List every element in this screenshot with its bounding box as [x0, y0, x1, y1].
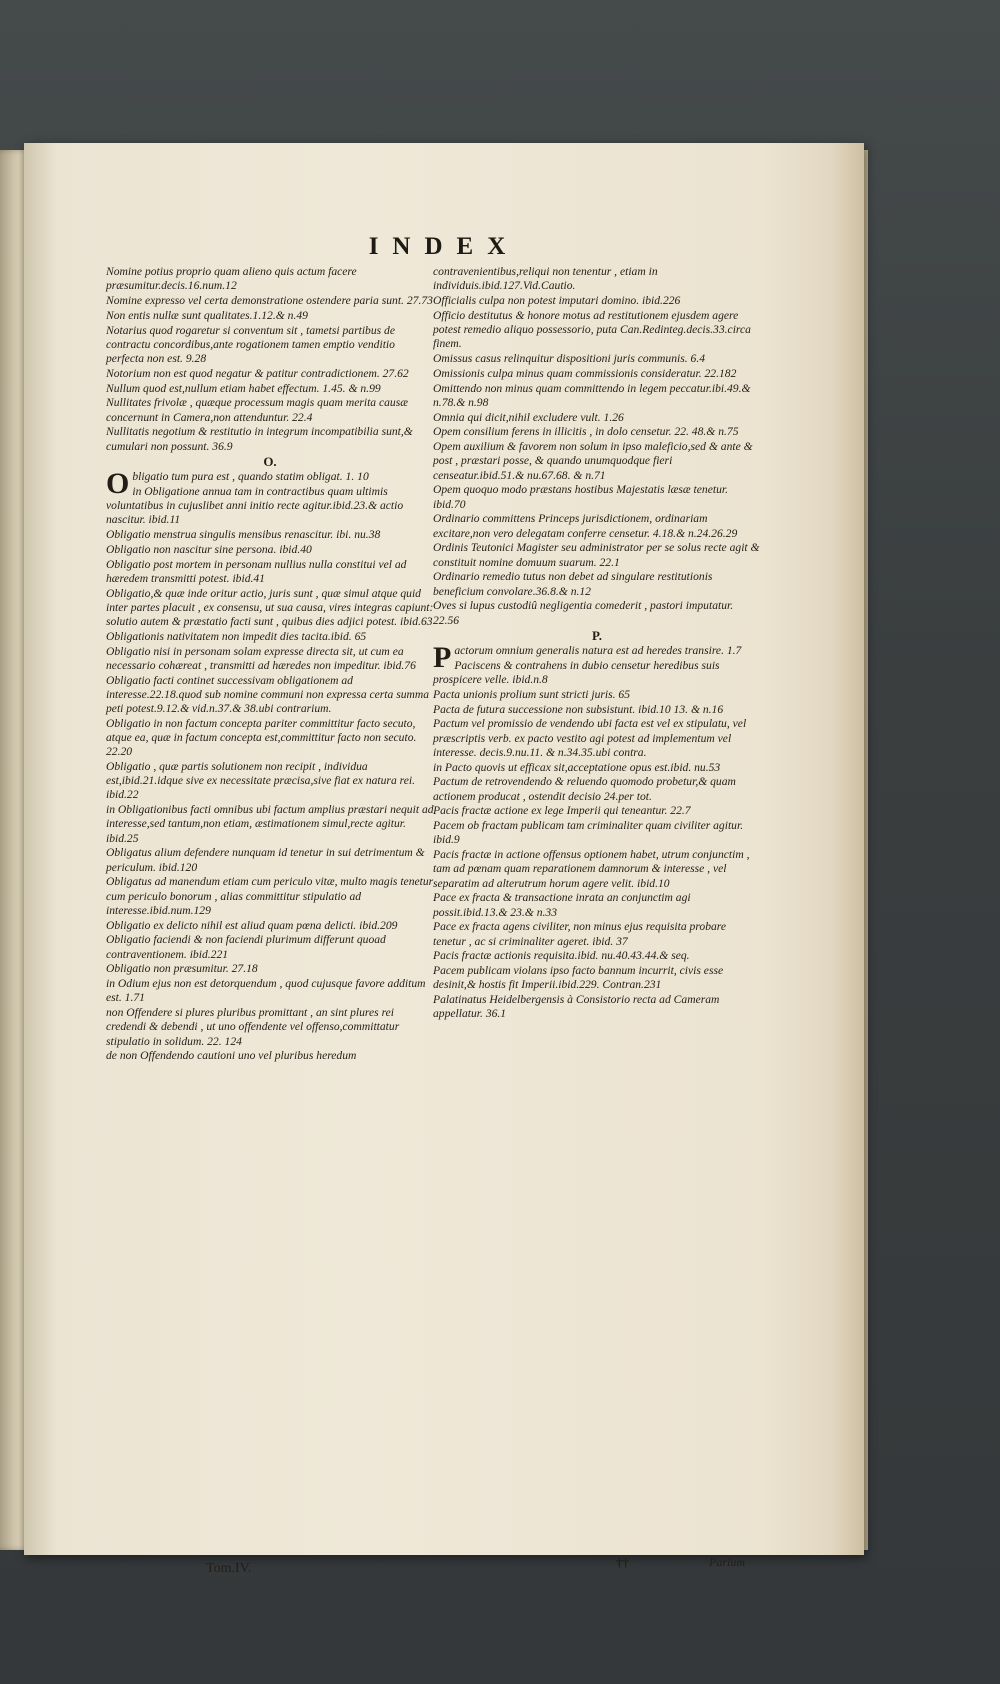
index-entry: Pactum vel promissio de vendendo ubi facta est vel ex stipulatu, vel præscriptis verb. ex pacto vestito agi potest ad implementum vel interesse. decis.9.nu.11. & n.34.35.ubi contra. [433, 717, 747, 759]
index-entry: Notarius quod rogaretur si conventum sit , tametsi partibus de contractu concordibus,ante rogationem tamen emptio venditio perfecta non est. 9.28 [106, 323, 395, 365]
index-entry: in Obligatione annua tam in contractibus quam ultimis voluntatibus in cujuslibet anni initio recte agitur.ibid.23.& actio nascitur. ibid.11 [106, 484, 404, 527]
book-page [24, 143, 864, 1576]
index-entry: Omissionis culpa minus quam commissionis consideratur. 22.182 [433, 366, 737, 380]
tome-number: Tom.IV. [206, 1561, 252, 1576]
index-column-right [433, 265, 761, 1022]
index-entry: Pacis fractæ in actione offensus optionem habet, utrum conjunctim , tam ad pœnam quam reparationem damnorum & interesse , vel separatim ad alterutrum horum agere velit. ibid.10 [433, 848, 750, 890]
index-entry-text: actorum omnium generalis natura est ad heredes transire. 1.7 [454, 644, 742, 657]
index-entry: Obligatio , quæ partis solutionem non recipit , individua est,ibid.21.idque sive ex necessitate præcisa,sive fiat ex natura rei. ibid.22 [106, 760, 415, 802]
index-entry: in Pacto quovis ut efficax sit,acceptatione opus est.ibid. nu.53 [433, 760, 721, 774]
index-entry: Obligatus alium defendere nunquam id tenetur in sui detrimentum & periculum. ibid.120 [106, 846, 425, 874]
index-entry: Obligatio faciendi & non faciendi plurimum differunt quoad contraventionem. ibid.221 [106, 933, 386, 961]
index-entry: Nomine potius proprio quam alieno quis actum facere præsumitur.decis.16.num.12 [106, 265, 357, 293]
index-entry: Opem consilium ferens in illicitis , in dolo censetur. 22. 48.& n.75 [433, 425, 739, 439]
index-entry: Pace ex fracta & transactione inrata an conjunctim agi possit.ibid.13.& 23.& n.33 [433, 891, 691, 919]
index-entry: Obligatio nisi in personam solam expresse directa sit, ut cum ea necessario cohæreat , transmitti ad hæredes non impeditur. ibid.76 [106, 644, 416, 672]
index-entry: Notorium non est quod negatur & patitur contradictionem. 27.62 [106, 366, 409, 380]
index-entry: Obligatio in non factum concepta pariter committitur facto secuto, atque ea, quæ in factum concepta est,committitur facto non secuto. 22.20 [106, 716, 417, 759]
index-entry: Nullitates frivolæ , quæque processum magis quam merita causæ concernunt in Camera,non attenduntur. 22.4 [106, 396, 408, 424]
catchword: Parium [709, 1555, 745, 1569]
index-entry: Obligatio ex delicto nihil est aliud quam pœna delicti. ibid.209 [106, 918, 398, 932]
index-entry: Ordinario remedio tutus non debet ad singulare restitutionis beneficium convolare.36.8.& n.12 [433, 570, 713, 598]
index-entry: Pace ex fracta agens civiliter, non minus ejus requisita probare tenetur , ac si criminaliter ageret. ibid. 37 [433, 920, 727, 948]
drop-cap: O [106, 467, 130, 500]
index-entry: Omittendo non minus quam committendo in legem peccatur.ibi.49.& n.78.& n.98 [433, 381, 751, 409]
index-entry: Pacem ob fractam publicam tam criminaliter quam civiliter agitur. ibid.9 [433, 819, 744, 847]
index-entry: Opem auxilium & favorem non solum in ipso maleficio,sed & ante & post , præstari posse, & quando unumquodque fieri censeatur.ibid.51.& nu.67.68. & n.71 [433, 440, 753, 482]
index-entry: Omnia qui dicit,nihil excludere vult. 1.26 [433, 410, 624, 424]
index-entry: Pacta de futura successione non subsistunt. ibid.10 13. & n.16 [433, 702, 724, 716]
index-entry: Ordinario committens Princeps jurisdictionem, ordinariam excitare,non vero delegatam conferre censetur. 4.18.& n.24.26.29 [433, 512, 738, 540]
index-entry: Nullitatis negotium & restitutio in integrum incompatibilia sunt,& cumulari non possunt. 36.9 [106, 425, 413, 453]
index-entry: Obligationis nativitatem non impedit dies tacita.ibid. 65 [106, 629, 367, 643]
index-entry: de non Offendendo cautioni uno vel pluribus heredum [106, 1049, 357, 1063]
index-entry: Officialis culpa non potest imputari domino. ibid.226 [433, 294, 681, 307]
index-entry: Obligatio facti continet successivam obligationem ad interesse.22.18.quod sub nomine communi non expressa certa summa peti potest.9.12.& vid.n.37.& 38.ubi contrarium. [106, 673, 430, 715]
index-entry: Nullum quod est,nullum etiam habet effectum. 1.45. & n.99 [106, 381, 381, 395]
index-entry: Obligatio menstrua singulis mensibus renascitur. ibi. nu.38 [106, 528, 381, 541]
index-entry: Officio destitutus & honore motus ad restitutionem ejusdem agere potest remedio aliquo possessorio, puta Can.Redinteg.decis.33.circa finem. [433, 308, 751, 351]
running-head: INDEX [368, 233, 520, 260]
index-entry: in Odium ejus non est detorquendum , quod cujusque favore additum est. 1.71 [106, 977, 426, 1005]
index-column-left [106, 265, 434, 1064]
drop-cap: P [433, 641, 452, 674]
index-entry: Obligatio non præsumitur. 27.18 [106, 962, 258, 976]
index-entry: Nomine expresso vel certa demonstratione ostendere paria sunt. 27.73 [106, 294, 433, 307]
index-entry: Pacis fractæ actionis requisita.ibid. nu.40.43.44.& seq. [433, 949, 690, 963]
index-entry: Pactum de retrovendendo & reluendo quomodo probetur,& quam actionem producat , ostendit decisio 24.per tot. [433, 775, 736, 803]
section-letter: O. [263, 453, 277, 469]
index-entry: contravenientibus,reliqui non tenentur , etiam in individuis.ibid.127.Vid.Cautio. [433, 265, 658, 293]
index-entry: Obligatus ad manendum etiam cum periculo vitæ, multo magis tenetur cum periculo bonorum , alias committitur stipulatio ad interesse.ibid.num.129 [106, 875, 434, 917]
index-entry: Opem quoquo modo præstans hostibus Majestatis læsæ tenetur. ibid.70 [433, 483, 729, 511]
index-entry: Ordinis Teutonici Magister seu administrator per se solus recte agit & constituit nomine domuum suarum. 22.1 [433, 541, 760, 569]
index-entry: Pacis fractæ actione ex lege Imperii qui teneantur. 22.7 [433, 804, 691, 818]
index-entry: Oves si lupus custodiû negligentia comederit , pastori imputatur. 22.56 [433, 599, 734, 627]
index-entry: Pacem publicam violans ipso facto bannum incurrit, civis esse desinit,& hostis fit Imperii.ibid.229. Contran.231 [433, 964, 724, 992]
index-entry-text: bligatio tum pura est , quando statim obligat. 1. 10 [132, 470, 369, 483]
index-entry: in Obligationibus facti omnibus ubi factum amplius præstari nequit ad interesse,sed tantum,non etiam, æstimationem simul,recte agitur. ibid.25 [106, 803, 434, 845]
section-letter: P. [592, 627, 602, 643]
index-entry: Palatinatus Heidelbergensis à Consistorio recta ad Cameram appellatur. 36.1 [433, 993, 720, 1021]
index-entry: Pacta unionis prolium sunt stricti juris. 65 [433, 687, 630, 701]
index-entry: Non entis nullæ sunt qualitates.1.12.& n.49 [106, 308, 308, 322]
index-entry [106, 467, 434, 500]
signature-mark: †† [616, 1555, 629, 1570]
index-entry: Omissus casus relinquitur dispositioni juris communis. 6.4 [433, 352, 706, 365]
index-entry: Obligatio,& quæ inde oritur actio, juris sunt , quæ simul atque quid inter partes placuit , ex consensu, ut sua causa, vires integras capiunt: solutio autem & præstatio facti sunt , quibus dies adjici potest. ibid.63 [106, 586, 434, 628]
index-entry: Paciscens & contrahens in dubio censetur heredibus suis prospicere velle. ibid.n.8 [433, 658, 720, 686]
index-entry: Obligatio post mortem in personam nullius nulla constitui vel ad hæredem transmitti potest. ibid.41 [106, 557, 407, 585]
index-entry: Obligatio non nascitur sine persona. ibid.40 [106, 542, 312, 556]
index-entry: non Offendere si plures pluribus promittant , an sint plures rei credendi & debendi , ut uno offendente vel offenso,committatur stipulatio in solidum. 22. 124 [106, 1006, 400, 1048]
